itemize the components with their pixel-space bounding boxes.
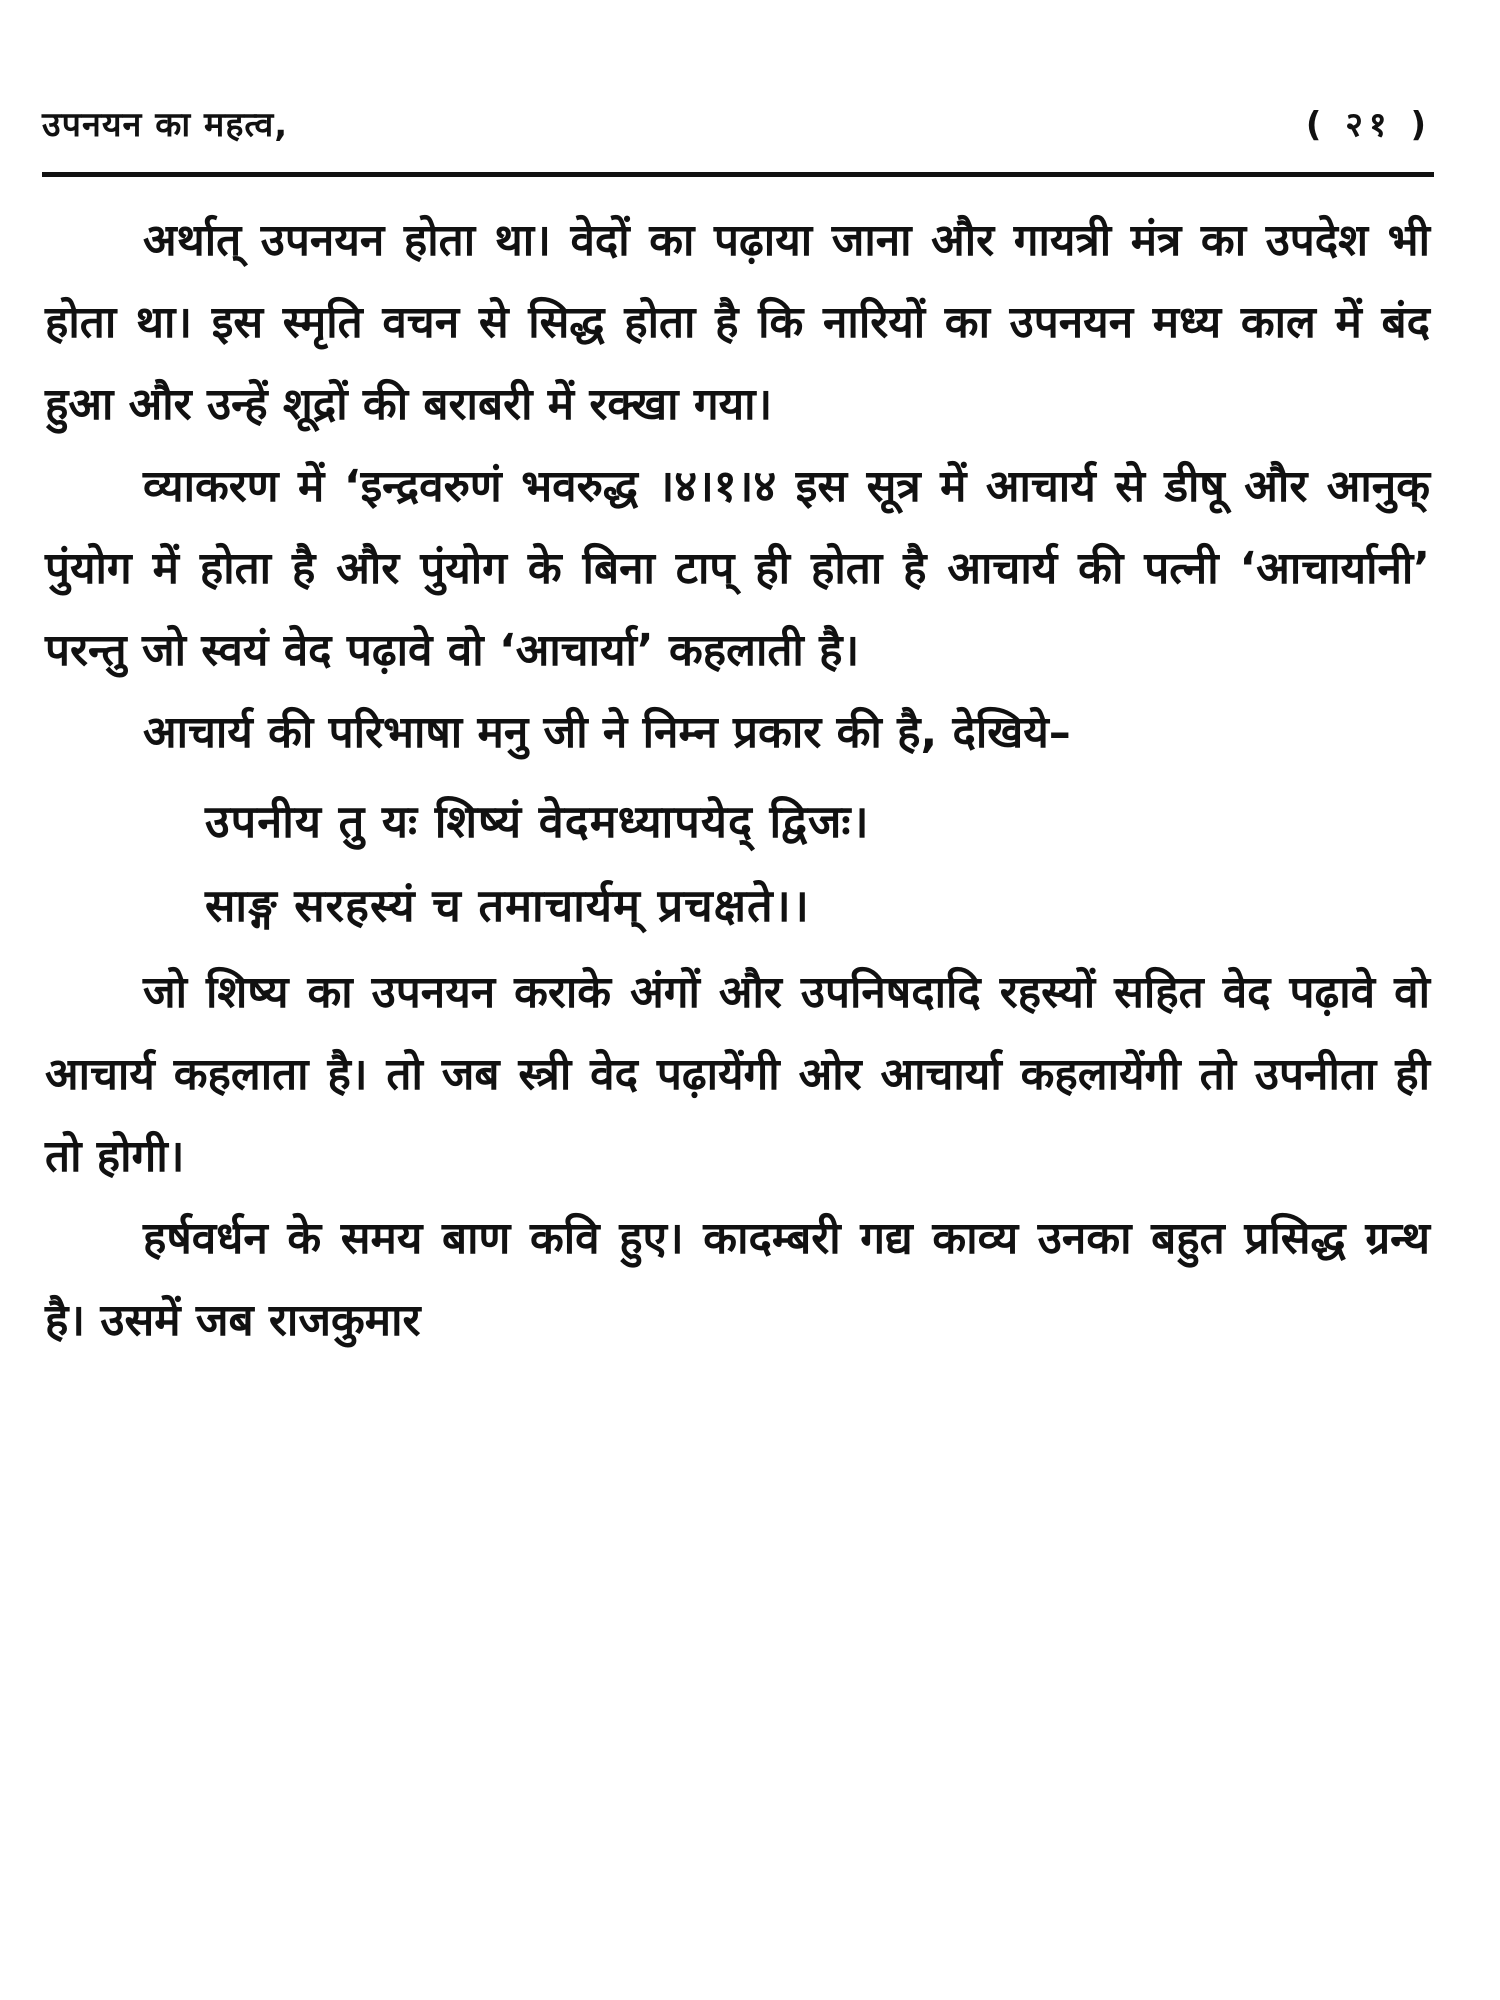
page-header (42, 100, 1432, 160)
running-title: उपनयन का महत्व, (42, 105, 289, 145)
paragraph-4: जो शिष्य का उपनयन कराके अंगों और उपनिषदादि रहस्यों सहित वेद पढ़ावे वो आचार्य कहलाता है। तो जब स्त्री वेद पढ़ायेंगी ओर आचार्या कहलायेंगी तो उपनीता ही तो होगी। (45, 967, 1430, 1182)
page-number: ( २१ ) (1305, 105, 1432, 145)
paragraph-2: व्याकरण में ‘इन्द्रवरुणं भवरुद्ध ।४।१।४ इस सूत्र में आचार्य से डीषू और आनुक् पुंयोग में होता है और पुंयोग के बिना टाप् ही होता है आचार्य की पत्नी ‘आचार्यानी’ परन्तु जो स्वयं वेद पढ़ावे वो ‘आचार्या’ कहलाती है। (45, 461, 1430, 676)
paragraph-1: अर्थात् उपनयन होता था। वेदों का पढ़ाया जाना और गायत्री मंत्र का उपदेश भी होता था। इस स्मृति वचन से सिद्ध होता है कि नारियों का उपनयन मध्य काल में बंद हुआ और उन्हें शूद्रों की बराबरी में रक्खा गया। (45, 215, 1430, 430)
paragraph-3: आचार्य की परिभाषा मनु जी ने निम्न प्रकार की है, देखिये– (143, 707, 1071, 758)
body-text (45, 200, 1430, 1362)
verse-line-1: उपनीय तु यः शिष्यं वेदमध्यापयेद् द्विजः। (205, 795, 870, 848)
verse-line-2: साङ्ग सरहस्यं च तमाचार्यम् प्रचक्षते।। (205, 879, 810, 932)
paragraph-5: हर्षवर्धन के समय बाण कवि हुए। कादम्बरी गद्य काव्य उनका बहुत प्रसिद्ध ग्रन्थ है। उसमें जब राजकुमार (45, 1213, 1430, 1346)
header-rule (42, 172, 1434, 177)
